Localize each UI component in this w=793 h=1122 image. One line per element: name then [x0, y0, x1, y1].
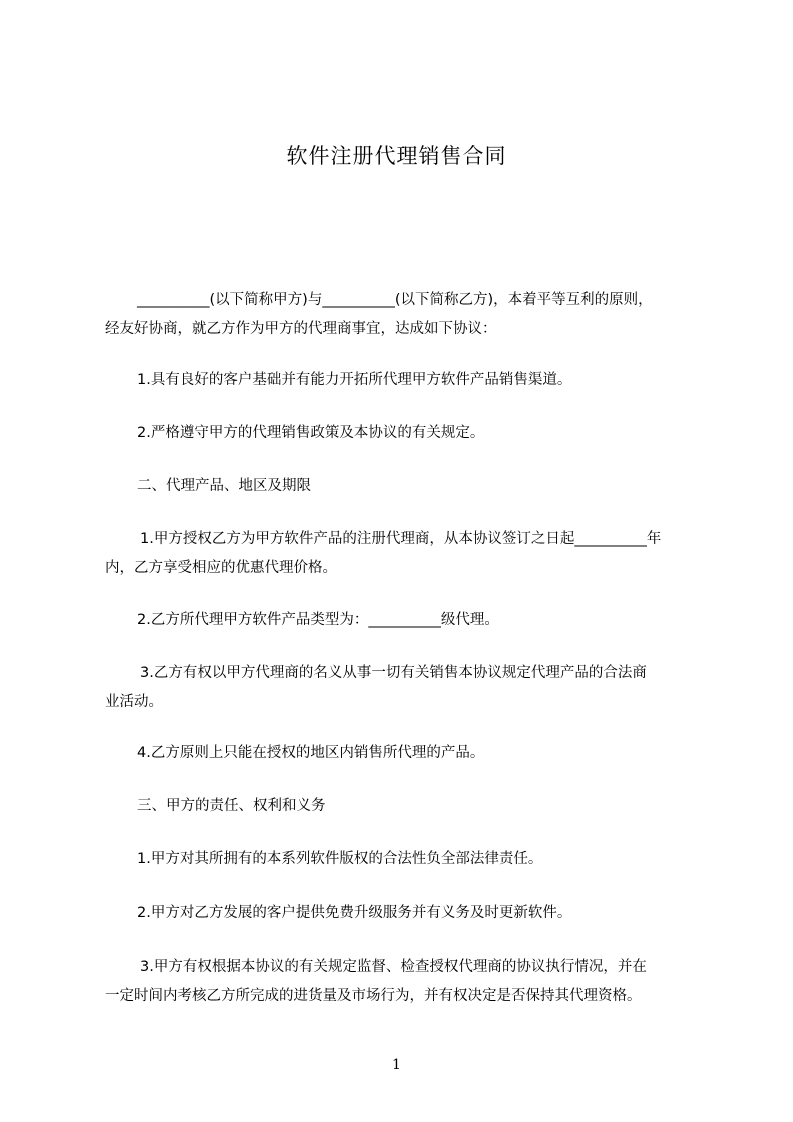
clause-1-1: 1.具有良好的客户基础并有能力开拓所代理甲方软件产品销售渠道。 — [137, 372, 572, 388]
clause-2-1: 1.甲方授权乙方为甲方软件产品的注册代理商，从本协议签订之日起__________年 内，乙方享受相应的优惠代理价格。 — [105, 531, 662, 576]
clause-2-3: 3.乙方有权以甲方代理商的名义从事一切有关销售本协议规定代理产品的合法商 业活动。 — [105, 665, 647, 710]
section-2-heading: 二、代理产品、地区及期限 — [137, 478, 311, 494]
clause-3-3: 3.甲方有权根据本协议的有关规定监督、检查授权代理商的协议执行情况，并在 一定时间内考核乙方所完成的进货量及市场行为，并有权决定是否保持其代理资格。 — [105, 959, 647, 1004]
intro-paragraph — [105, 286, 695, 344]
page-number: 1 — [392, 1057, 401, 1073]
clause-3-1: 1.甲方对其所拥有的本系列软件版权的合法性负全部法律责任。 — [137, 851, 543, 867]
intro-text-line2: 经友好协商，就乙方作为甲方的代理商事宜，达成如下协议： — [105, 321, 497, 337]
clause-2-2: 2.乙方所代理甲方软件产品类型为：__________级代理。 — [137, 612, 499, 628]
party-a-blank: __________ — [137, 292, 210, 308]
clause-1-2: 2.严格遵守甲方的代理销售政策及本协议的有关规定。 — [137, 425, 485, 441]
intro-text-1: (以下简称甲方)与 — [209, 292, 323, 308]
agent-level-blank: __________ — [368, 612, 441, 628]
clause-2-4: 4.乙方原则上只能在授权的地区内销售所代理的产品。 — [137, 745, 485, 761]
document-title: 软件注册代理销售合同 — [286, 144, 507, 168]
term-years-blank: __________ — [574, 531, 647, 547]
section-3-heading: 三、甲方的责任、权利和义务 — [137, 798, 326, 814]
clause-3-2: 2.甲方对乙方发展的客户提供免费升级服务并有义务及时更新软件。 — [137, 905, 572, 921]
intro-text-2: (以下简称乙方)，本着平等互利的原则， — [394, 292, 653, 308]
party-b-blank: __________ — [322, 292, 395, 308]
